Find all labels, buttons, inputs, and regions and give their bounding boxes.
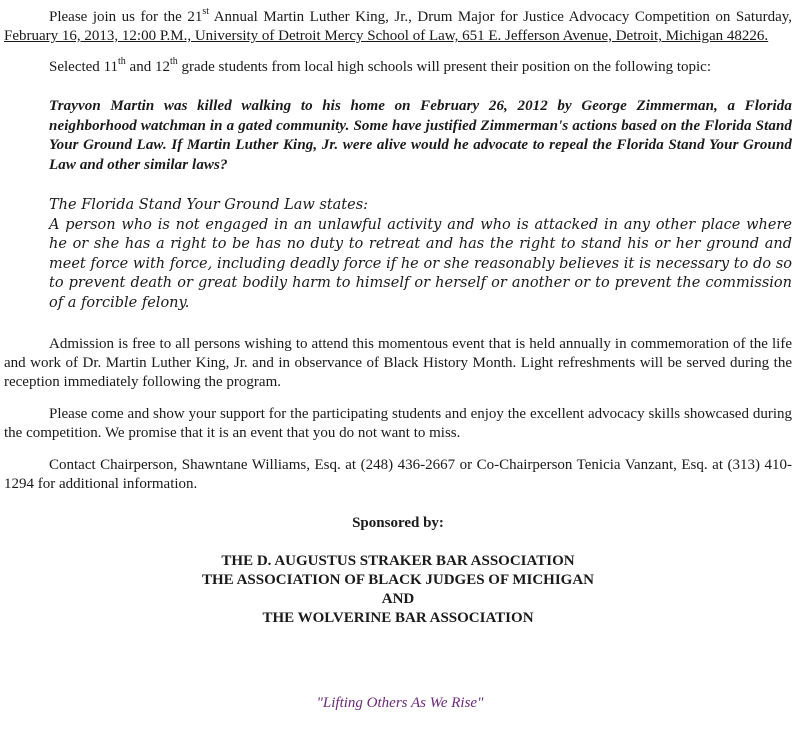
sponsor-conjunction: AND	[381, 591, 415, 607]
students-paragraph	[4, 58, 792, 77]
law-text: A person who is not engaged in an unlawful activity and who is attacked in any other place where he or she has a right to be has no duty to retreat and has the right to stand his or her ground and meet force with force, including deadly force if he or she reasonably believes it is necessary to do so to prevent death or great bodily harm to himself or herself or another or to prevent the commission of a forcible felony.	[49, 216, 792, 311]
grade-eleven-suffix: th	[118, 56, 126, 67]
contact-paragraph: Contact Chairperson, Shawntane Williams, Esq. at (248) 436-2667 or Co-Chairperson Tenicia Vanzant, Esq. at (313) 410-1294 for additional information.	[4, 457, 792, 492]
intro-ordinal-suffix: st	[202, 6, 210, 17]
intro-text-continued: Annual Martin Luther King, Jr., Drum Major for Justice Advocacy Competition on Saturday,	[209, 9, 793, 25]
grade-twelve-number: 12	[154, 59, 170, 75]
event-details: February 16, 2013, 12:00 P.M., University of Detroit Mercy School of Law, 651 E. Jefferson Avenue, Detroit, Michigan 48226.	[4, 28, 769, 44]
admission-paragraph: Admission is free to all persons wishing to attend this momentous event that is held annually in commemoration of the life and work of Dr. Martin Luther King, Jr. and in observance of Black History Month. Light refreshments will be served during the reception immediately following the program.	[4, 336, 792, 390]
students-text-continued: grade students from local high schools will present their position on the following topic:	[177, 59, 711, 75]
sponsors-heading: Sponsored by:	[352, 515, 444, 531]
grade-eleven-number: 11	[103, 59, 119, 75]
sponsor-list	[4, 552, 792, 628]
competition-topic: Trayvon Martin was killed walking to his home on February 26, 2012 by George Zimmerman, a Florida neighborhood watchman in a gated community. Some have justified Zimmerman's actions based on the Florida Stand Your Ground Law. If Martin Luther King, Jr. were alive would he advocate to repeal the Florida Stand Your Ground Law and other similar laws?	[49, 98, 792, 173]
students-text: Selected	[49, 59, 104, 75]
sponsor-straker-bar: THE D. AUGUSTUS STRAKER BAR ASSOCIATION	[221, 553, 575, 569]
intro-ordinal-number: 21	[187, 9, 203, 25]
law-heading: The Florida Stand Your Ground Law states:	[49, 197, 369, 213]
grade-twelve-suffix: th	[169, 56, 178, 67]
law-block	[4, 196, 792, 313]
intro-paragraph	[4, 8, 792, 46]
sponsor-wolverine-bar: THE WOLVERINE BAR ASSOCIATION	[262, 610, 534, 626]
support-paragraph: Please come and show your support for the participating students and enjoy the excellent advocacy skills showcased during the competition. We promise that it is an event that you do not want to miss.	[4, 406, 792, 441]
intro-text: Please join us for the	[49, 9, 188, 25]
motto: "Lifting Others As We Rise"	[316, 695, 484, 711]
sponsor-black-judges: THE ASSOCIATION OF BLACK JUDGES OF MICHIGAN	[202, 572, 594, 588]
students-conjunction: and	[125, 59, 155, 75]
